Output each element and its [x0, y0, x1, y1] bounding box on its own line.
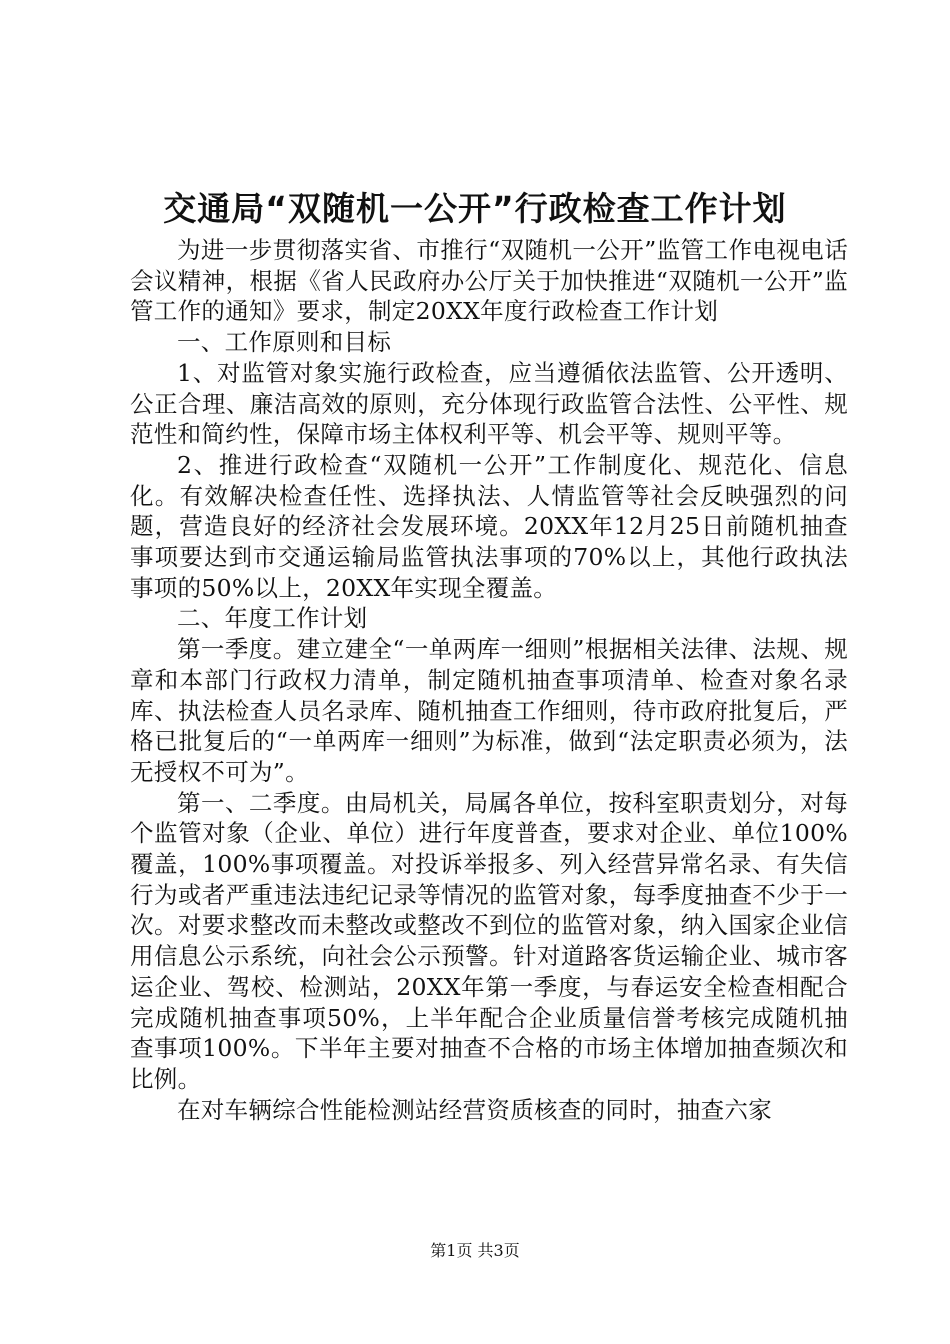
- paragraph-first-second-quarter: 第一、二季度。由局机关，局属各单位，按科室职责划分，对每个监管对象（企业、单位）进行年度普查，要求对企业、单位100%覆盖，100%事项覆盖。对投诉举报多、列入经营异常名录、有失信行为或者严重违法违纪记录等情况的监管对象，每季度抽查不少于一次。对要求整改而未整改或整改不到位的监管对象，纳入国家企业信用信息公示系统，向社会公示预警。针对道路客货运输企业、城市客运企业、驾校、检测站，20XX年第一季度，与春运安全检查相配合完成随机抽查事项50%，上半年配合企业质量信誉考核完成随机抽查事项100%。下半年主要对抽查不合格的市场主体增加抽查频次和比例。: [130, 788, 848, 1093]
- section-heading-principles: 一、工作原则和目标: [177, 328, 392, 357]
- paragraph-principle-1: 1、对监管对象实施行政检查，应当遵循依法监管、公开透明、公正合理、廉洁高效的原则，充分体现行政监管合法性、公平性、规范性和简约性，保障市场主体权利平等、机会平等、规则平等。: [130, 358, 848, 449]
- page-footer: 第1页 共3页: [430, 1241, 520, 1260]
- paragraph-principle-2: 2、推进行政检查“双随机一公开”工作制度化、规范化、信息化。有效解决检查任性、选择执法、人情监管等社会反映强烈的问题，营造良好的经济社会发展环境。20XX年12月25日前随机抽查事项要达到市交通运输局监管执法事项的70%以上，其他行政执法事项的50%以上，20XX年实现全覆盖。: [130, 450, 848, 602]
- document-title: 交通局“双随机一公开”行政检查工作计划: [163, 189, 787, 228]
- paragraph-inspection-station: 在对车辆综合性能检测站经营资质核查的同时，抽查六家: [177, 1095, 772, 1124]
- paragraph-first-quarter: 第一季度。建立建全“一单两库一细则”根据相关法律、法规、规章和本部门行政权力清单，制定随机抽查事项清单、检查对象名录库、执法检查人员名录库、随机抽查工作细则，待市政府批复后，严格已批复后的“一单两库一细则”为标准，做到“法定职责必须为，法无授权不可为”。: [130, 635, 848, 786]
- paragraph-intro: 为进一步贯彻落实省、市推行“双随机一公开”监管工作电视电话会议精神，根据《省人民政府办公厅关于加快推进“双随机一公开”监管工作的通知》要求，制定20XX年度行政检查工作计划: [130, 236, 848, 326]
- document-body: [130, 235, 848, 1125]
- section-heading-annual-plan: 二、年度工作计划: [177, 604, 368, 633]
